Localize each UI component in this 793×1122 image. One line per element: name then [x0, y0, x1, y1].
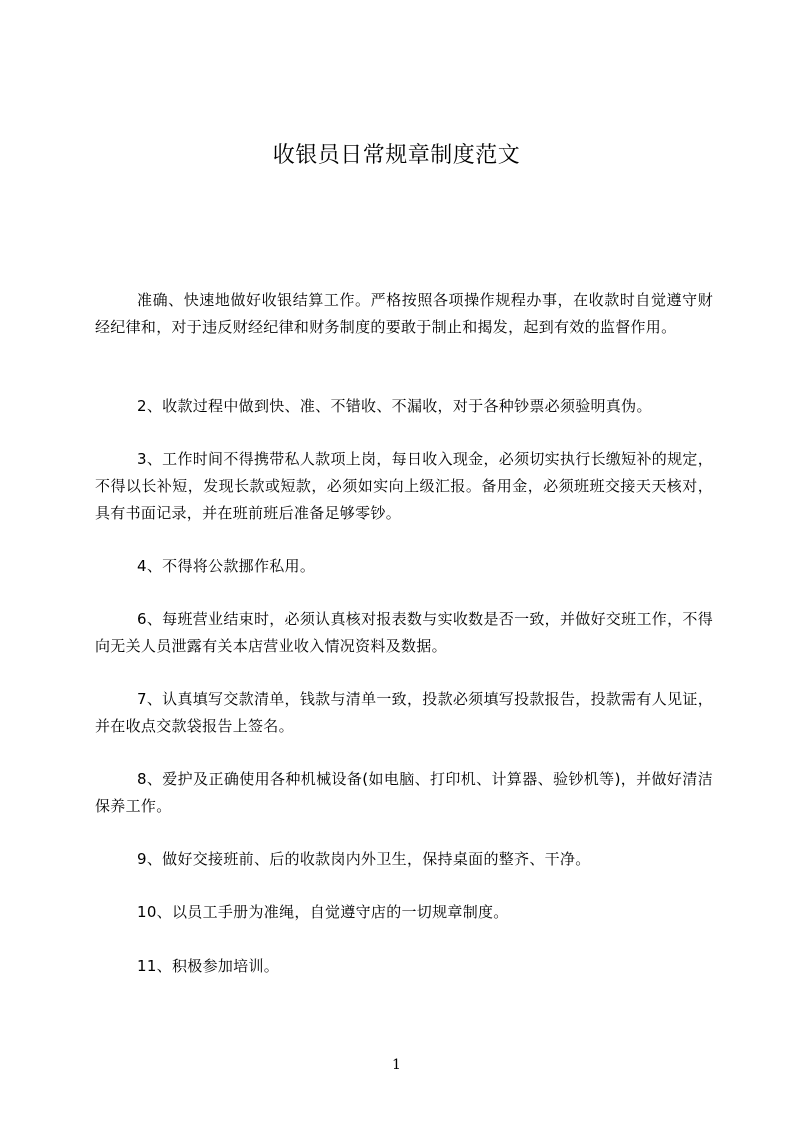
paragraph-10: 11、积极参加培训。 [137, 957, 280, 975]
document-title: 收银员日常规章制度范文 [272, 143, 521, 168]
paragraph-2: 2、收款过程中做到快、准、不错收、不漏收，对于各种钞票必须验明真伪。 [137, 397, 652, 415]
paragraph-6: 7、认真填写交款清单，钱款与清单一致，投款必须填写投款报告，投款需有人见证，并在收点交款袋报告上签名。 [95, 690, 713, 735]
paragraph-9: 10、以员工手册为准绳，自觉遵守店的一切规章制度。 [137, 903, 509, 921]
paragraph-4: 4、不得将公款挪作私用。 [137, 557, 316, 575]
paragraph-3: 3、工作时间不得携带私人款项上岗，每日收入现金，必须切实执行长缴短补的规定，不得以长补短，发现长款或短款，必须如实向上级汇报。备用金，必须班班交接天天核对，具有书面记录，并在班前班后准备足够零钞。 [95, 450, 713, 522]
page-number: 1 [392, 1057, 401, 1073]
paragraph-8: 9、做好交接班前、后的收款岗内外卫生，保持桌面的整齐、干净。 [137, 850, 591, 868]
paragraph-1: 准确、快速地做好收银结算工作。严格按照各项操作规程办事，在收款时自觉遵守财经纪律和，对于违反财经纪律和财务制度的要敢于制止和揭发，起到有效的监督作用。 [95, 291, 713, 336]
paragraph-7: 8、爱护及正确使用各种机械设备(如电脑、打印机、计算器、验钞机等)，并做好清洁保养工作。 [95, 770, 713, 815]
paragraph-5: 6、每班营业结束时，必须认真核对报表数与实收数是否一致，并做好交班工作，不得向无关人员泄露有关本店营业收入情况资料及数据。 [95, 610, 713, 655]
